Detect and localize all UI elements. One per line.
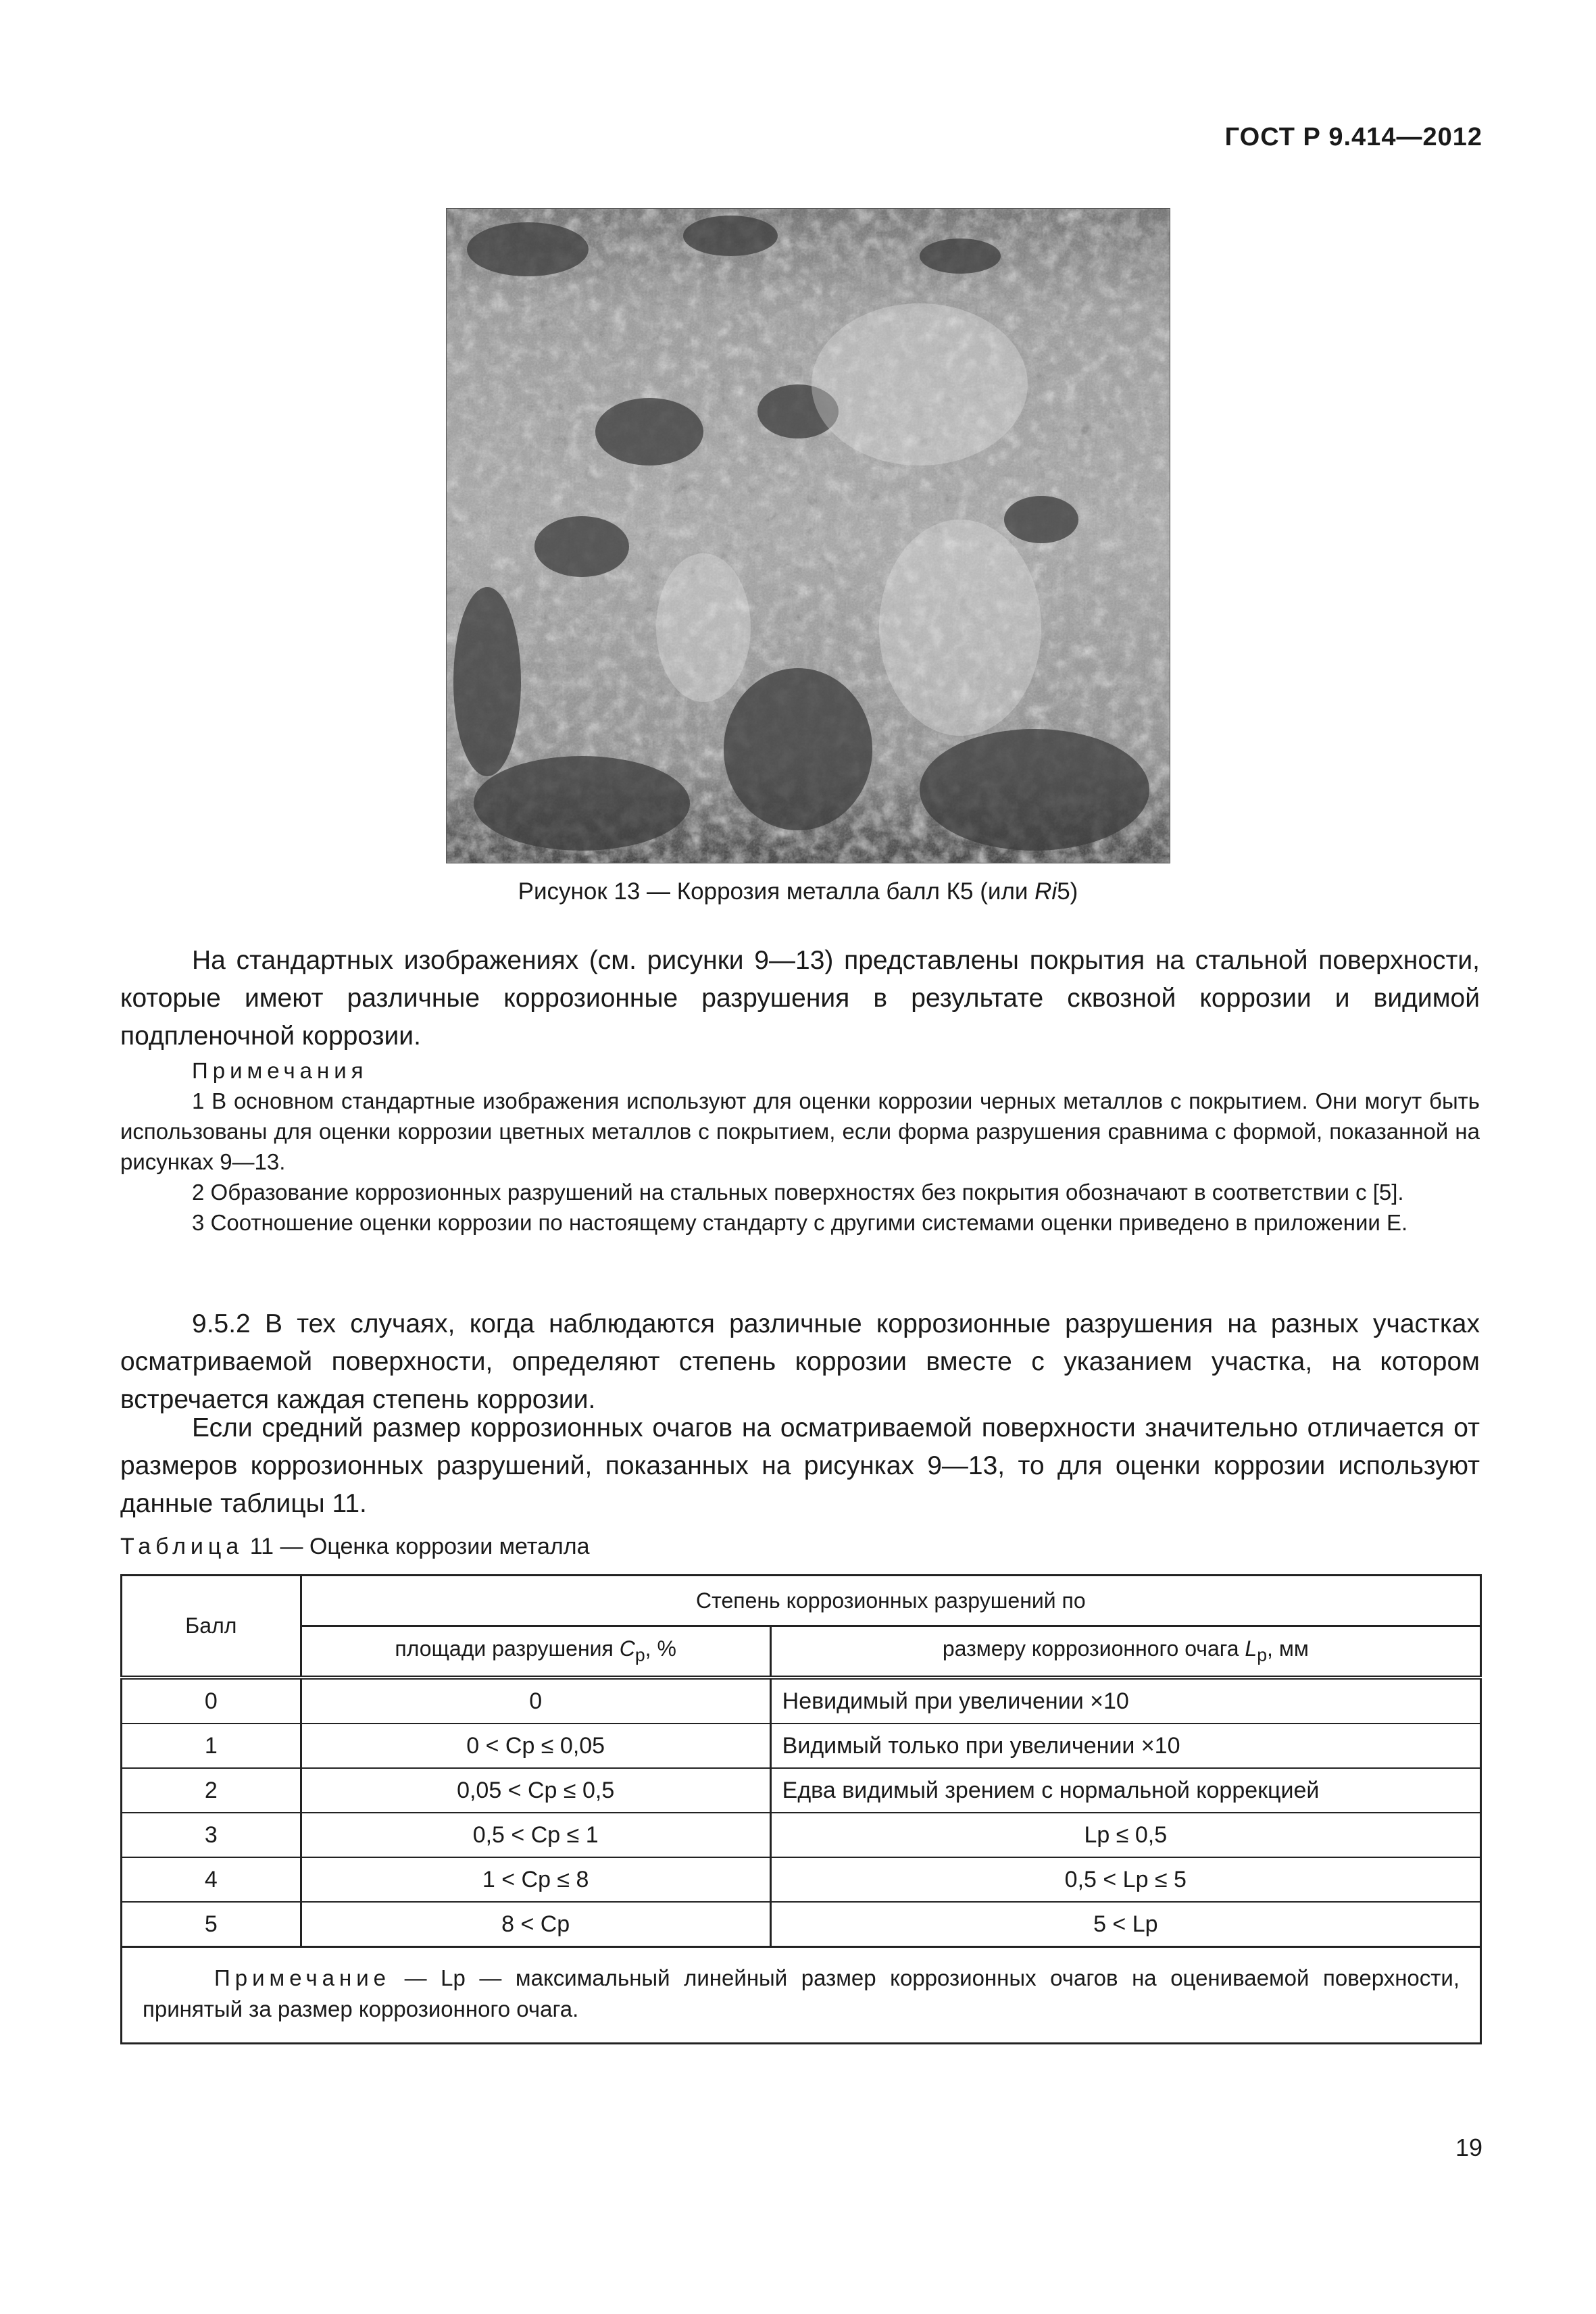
corrosion-grade-table — [120, 1574, 1482, 2044]
table-row — [122, 1902, 1481, 1947]
caption-suffix: 5) — [1057, 878, 1078, 905]
corrosion-texture-image — [447, 209, 1170, 863]
cell-score: 2 — [122, 1768, 301, 1813]
caption-italic: Ri — [1034, 878, 1057, 905]
table-row — [122, 1678, 1481, 1724]
table-row — [122, 1813, 1481, 1857]
notes-heading: Примечания — [192, 1058, 368, 1083]
note-item-2: 2 Образование коррозионных разрушений на стальных поверхностях без покрытия обозначают в соответствии с [5]. — [192, 1180, 1404, 1205]
note-item-3: 3 Соотношение оценки коррозии по настоящему стандарту с другими системами оценки приведено в приложении Е. — [192, 1210, 1408, 1235]
table-note: Примечание — Lр — максимальный линейный размер коррозионных очагов на оцениваемой поверхности, принятый за размер коррозионного очага. — [122, 1947, 1481, 2044]
cell-score: 1 — [122, 1724, 301, 1768]
cell-size: Невидимый при увеличении ×10 — [770, 1678, 1480, 1724]
header-group: Степень коррозионных разрушений по — [301, 1576, 1480, 1626]
cell-area: 1 < Cр ≤ 8 — [301, 1857, 770, 1902]
table-title: Таблица 11 — Оценка коррозии металла — [120, 1534, 590, 1559]
cell-area: 0 — [301, 1678, 770, 1724]
cell-score: 5 — [122, 1902, 301, 1947]
paragraph-average-size: Если средний размер коррозионных очагов на осматриваемой поверхности значительно отличается от размеров коррозионных разрушений, показанных на рисунках 9—13, то для оценки коррозии используют данные таблицы 11. — [120, 1413, 1480, 1518]
cell-size: 0,5 < Lр ≤ 5 — [770, 1857, 1480, 1902]
cell-score: 4 — [122, 1857, 301, 1902]
header-score: Балл — [122, 1576, 301, 1678]
cell-area: 0,05 < Cр ≤ 0,5 — [301, 1768, 770, 1813]
paragraph-standard-images: На стандартных изображениях (см. рисунки 9—13) представлены покрытия на стальной поверхности, которые имеют различные коррозионные разрушения в результате сквозной коррозии и видимой подпленочной коррозии. — [120, 946, 1480, 1051]
table-row — [122, 1724, 1481, 1768]
cell-size: 5 < Lр — [770, 1902, 1480, 1947]
cell-size: Lр ≤ 0,5 — [770, 1813, 1480, 1857]
document-code: ГОСТ Р 9.414—2012 — [1224, 123, 1482, 151]
cell-area: 0,5 < Cр ≤ 1 — [301, 1813, 770, 1857]
cell-area: 8 < Cр — [301, 1902, 770, 1947]
caption-text: Рисунок 13 — Коррозия металла балл К5 (или — [518, 878, 1035, 905]
cell-score: 3 — [122, 1813, 301, 1857]
page-number: 19 — [1455, 2134, 1482, 2161]
cell-area: 0 < Cр ≤ 0,05 — [301, 1724, 770, 1768]
cell-size: Видимый только при увеличении ×10 — [770, 1724, 1480, 1768]
cell-score: 0 — [122, 1678, 301, 1724]
table-row — [122, 1857, 1481, 1902]
cell-size: Едва видимый зрением с нормальной коррекцией — [770, 1768, 1480, 1813]
notes-block — [120, 1055, 1480, 1238]
note-item-1: 1 В основном стандартные изображения используют для оценки коррозии черных металлов с покрытием. Они могут быть использованы для оценки коррозии цветных металлов с покрытием, если форма разрушения сравнима с формой, показанной на рисунках 9—13. — [120, 1088, 1480, 1174]
header-size: размеру коррозионного очага $L_p$, мм — [770, 1626, 1480, 1678]
header-area: площади разрушения $C_p$, % — [301, 1626, 770, 1678]
table-note-row — [122, 1947, 1481, 2044]
paragraph-9-5-2: 9.5.2 В тех случаях, когда наблюдаются различные коррозионные разрушения на разных участках осматриваемой поверхности, определяют степень коррозии вместе с указанием участка, на котором встречается каждая степень коррозии. — [120, 1309, 1480, 1414]
corrosion-photo — [446, 208, 1170, 863]
table-row — [122, 1768, 1481, 1813]
figure-caption — [0, 878, 1596, 905]
